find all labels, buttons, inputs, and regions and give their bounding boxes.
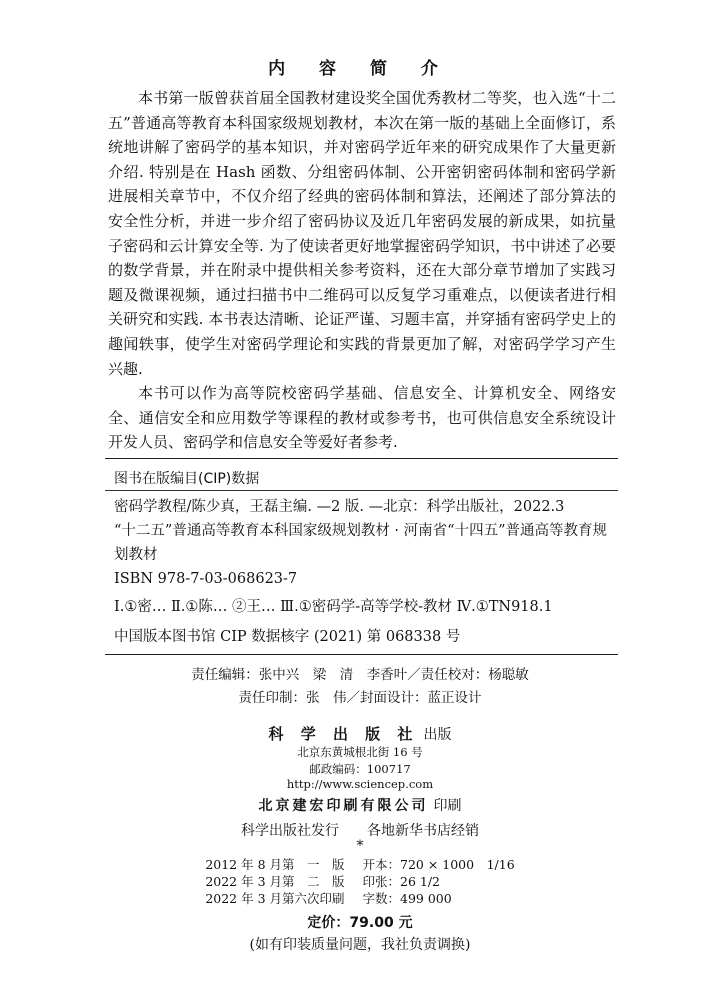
publisher-line [0,723,720,744]
edition-left-2: 2022 年 3 月第 二 版 [205,874,345,889]
cip-line-1: 密码学教程/陈少真，王磊主编. —2 版. —北京：科学出版社，2022.3 [114,499,565,515]
distribution: 科学出版社发行 各地新华书店经销 [241,823,479,839]
price: 定价：79.00 元 [307,915,413,931]
publisher-address: 北京东黄城根北街 16 号 [297,745,423,759]
quality-notice: (如有印装质量问题，我社负责调换) [249,937,471,953]
summary [108,86,616,455]
divider [105,490,618,491]
edition-info [0,856,720,907]
publisher-url: http://www.sciencep.com [286,777,434,791]
publisher-postcode: 邮政编码：100717 [309,762,411,776]
publisher-role: 出版 [423,727,452,743]
cip-isbn: ISBN 978-7-03-068623-7 [114,571,298,587]
cip-heading: 图书在版编目(CIP)数据 [114,471,260,487]
page-title: 内 容 简 介 [268,59,452,79]
edition-right-1: 开本：720 × 1000 1/16 [362,857,515,872]
divider [105,458,618,459]
cip-line-2: “十二五”普通高等教育本科国家级规划教材 · 河南省“十四五”普通高等教育规划教材 [114,523,607,563]
cip-classification: Ⅰ.①密… Ⅱ.①陈… ②王… Ⅲ.①密码学-高等学校-教材 Ⅳ.①TN918.1 [114,599,553,615]
divider [105,654,618,655]
separator-star: * [356,838,364,854]
printer-name: 北京建宏印刷有限公司 [258,798,429,814]
edition-right-2: 印张：26 1/2 [362,874,440,889]
printer-role: 印刷 [433,798,462,814]
edition-right-3: 字数：499 000 [362,891,452,906]
printer-line [0,795,720,815]
summary-paragraph-1: 本书第一版曾获首届全国教材建设奖全国优秀教材二等奖，也入选“十二五”普通高等教育本科国家级规划教材，本次在第一版的基础上全面修订，系统地讲解了密码学的基本知识，并对密码学近年来的研究成果作了大量更新介绍. 特别是在 Hash 函数、分组密码体制、公开密钥密码体制和密码学新进展相关章节中，不仅介绍了经典的密码体制和算法，还阐述了部分算法的安全性分析，并进一步介绍了密码协议及近几年密码发展的新成果，如抗量子密码和云计算安全等. 为了使读者更好地掌握密码学知识，书中讲述了必要的数学背景，并在附录中提供相关参考资料，还在大部分章节增加了实践习题及微课视频，通过扫描书中二维码可以反复学习重难点，以便读者进行相关研究和实践. 本书表达清晰、论证严谨、习题丰富，并穿插有密码学史上的趣闻轶事，使学生对密码学理论和实践的背景更加了解，对密码学学习产生兴趣. [108,89,616,378]
edition-left-1: 2012 年 8 月第 一 版 [205,857,345,872]
credits-line-2: 责任印制：张 伟／封面设计：蓝正设计 [238,690,482,706]
cip-record: 中国版本图书馆 CIP 数据核字 (2021) 第 068338 号 [114,629,461,645]
summary-paragraph-2: 本书可以作为高等院校密码学基础、信息安全、计算机安全、网络安全、通信安全和应用数学等课程的教材或参考书，也可供信息安全系统设计开发人员、密码学和信息安全等爱好者参考. [108,384,616,452]
publisher-name: 科 学 出 版 社 [268,725,419,743]
credits-line-1: 责任编辑：张中兴 梁 清 李香叶／责任校对：杨聪敏 [191,667,529,683]
edition-left-3: 2022 年 3 月第六次印刷 [205,891,345,906]
